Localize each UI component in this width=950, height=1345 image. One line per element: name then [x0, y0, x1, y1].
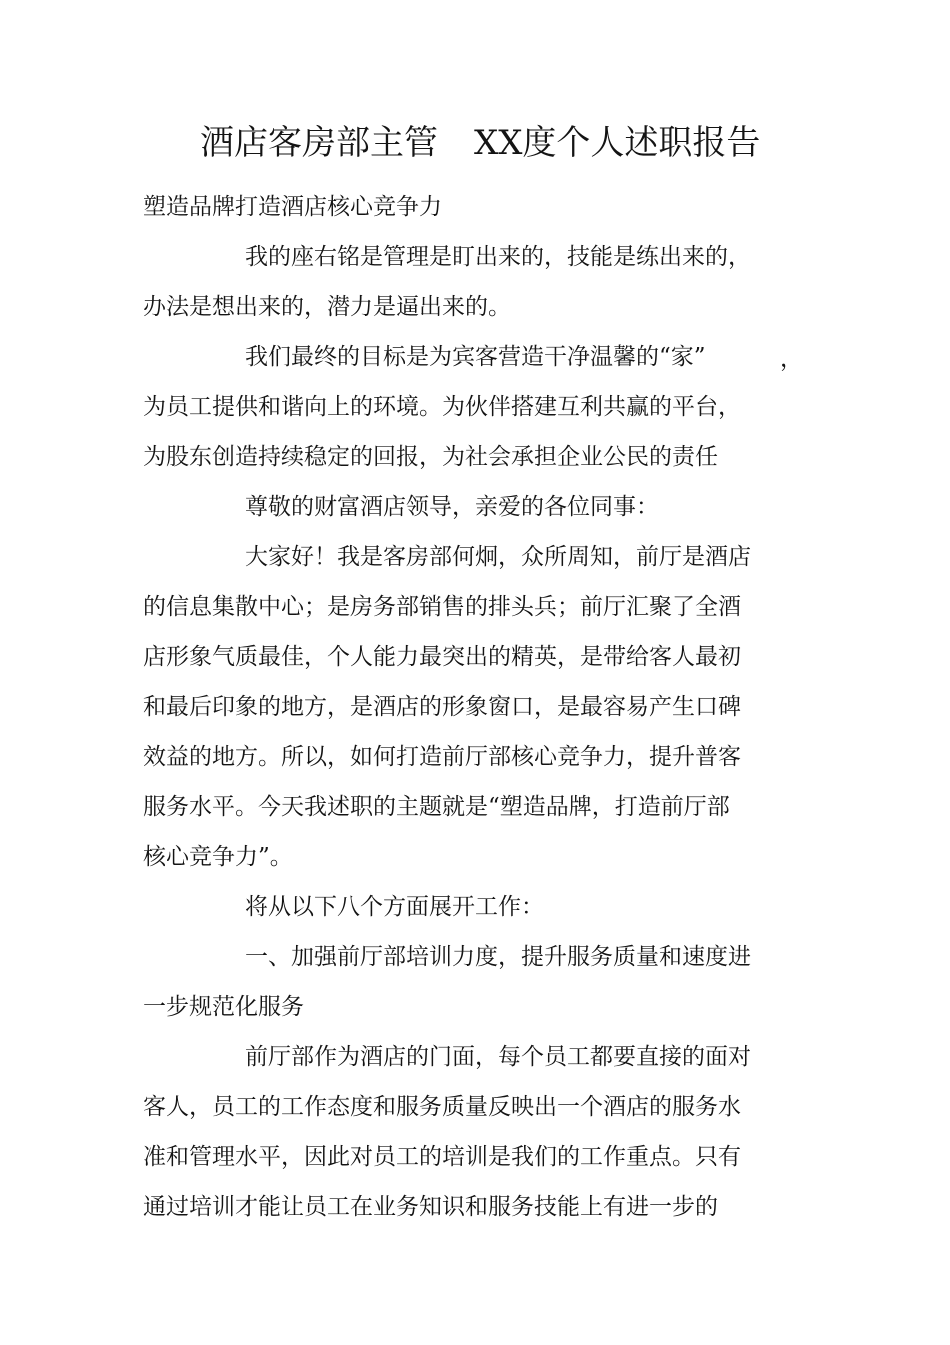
paragraph-line: 我的座右铭是管理是盯出来的，技能是练出来的， — [245, 244, 751, 270]
paragraph-line: 服务水平。今天我述职的主题就是“塑造品牌，打造前厅部 — [143, 794, 730, 820]
paragraph-line: 为员工提供和谐向上的环境。为伙伴搭建互利共赢的平台， — [143, 394, 741, 420]
section-heading: 一步规范化服务 — [143, 994, 304, 1020]
paragraph-line: 核心竞争力”。 — [143, 844, 293, 870]
paragraph-line: 我们最终的目标是为宾客营造干净温馨的“家” — [245, 344, 706, 370]
section-heading: 一、加强前厅部培训力度，提升服务质量和速度进 — [245, 944, 751, 970]
paragraph-line: 的信息集散中心；是房务部销售的排头兵；前厅汇聚了全酒 — [143, 594, 741, 620]
subtitle: 塑造品牌打造酒店核心竞争力 — [143, 194, 442, 220]
paragraph-line: 前厅部作为酒店的门面，每个员工都要直接的面对 — [245, 1044, 751, 1070]
title-part-1: 酒店客房部主管 — [200, 123, 438, 163]
paragraph-line: 客人，员工的工作态度和服务质量反映出一个酒店的服务水 — [143, 1094, 741, 1120]
paragraph-line: 通过培训才能让员工在业务知识和服务技能上有进一步的 — [143, 1194, 718, 1220]
paragraph-line: 店形象气质最佳，个人能力最突出的精英，是带给客人最初 — [143, 644, 741, 670]
salutation: 尊敬的财富酒店领导，亲爱的各位同事： — [245, 494, 659, 520]
paragraph-line: 准和管理水平，因此对员工的培训是我们的工作重点。只有 — [143, 1144, 741, 1170]
document-title — [200, 118, 760, 168]
paragraph-line: 将从以下八个方面展开工作： — [245, 894, 544, 920]
paragraph-line: 办法是想出来的，潜力是逼出来的。 — [143, 294, 511, 320]
title-part-2: XX度个人述职报告 — [474, 123, 761, 163]
paragraph-line: 和最后印象的地方，是酒店的形象窗口，是最容易产生口碑 — [143, 694, 741, 720]
stray-comma: ， — [780, 346, 803, 372]
paragraph-line: 为股东创造持续稳定的回报，为社会承担企业公民的责任 — [143, 444, 718, 470]
paragraph-line: 大家好！我是客房部何炯，众所周知，前厅是酒店 — [245, 544, 751, 570]
paragraph-line: 效益的地方。所以，如何打造前厅部核心竞争力，提升普客 — [143, 744, 741, 770]
